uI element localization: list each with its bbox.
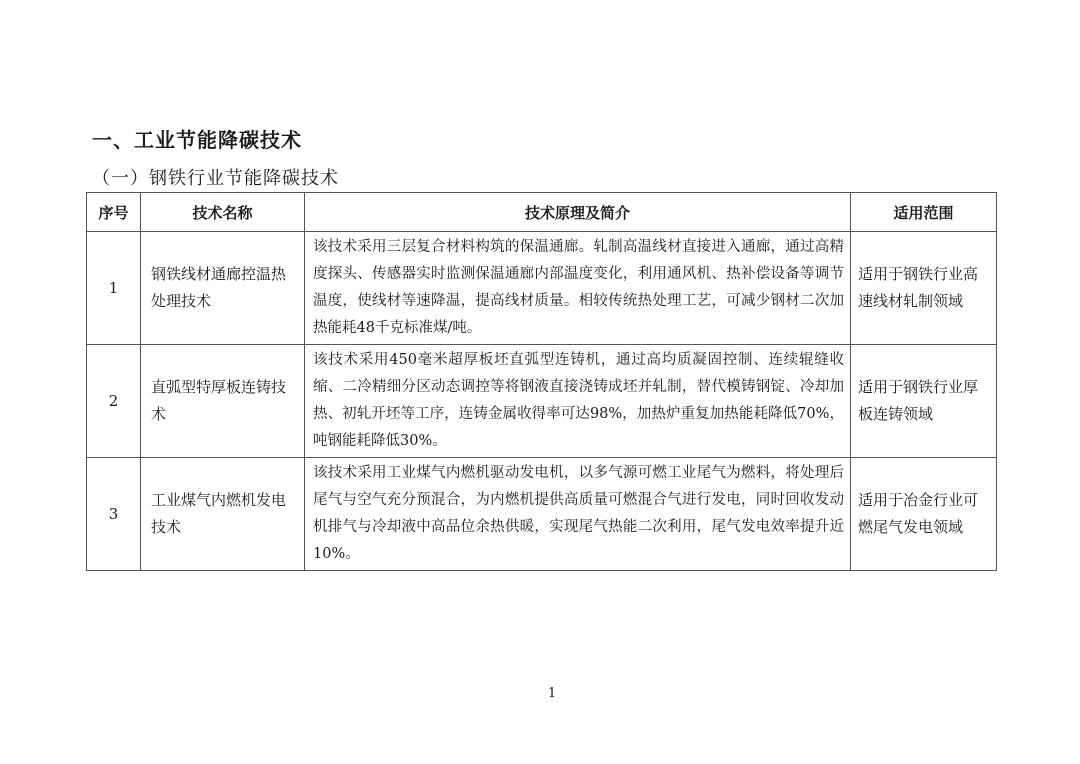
table-row [87, 458, 997, 571]
table-row [87, 345, 997, 458]
row-number: 2 [87, 345, 141, 458]
header-name: 技术名称 [141, 193, 305, 232]
application-scope: 适用于钢铁行业高速线材轧制领域 [851, 232, 997, 345]
table-header-row [87, 193, 997, 232]
technology-description: 该技术采用工业煤气内燃机驱动发电机，以多气源可燃工业尾气为燃料，将处理后尾气与空气充分预混合，为内燃机提供高质量可燃混合气进行发电，同时回收发动机排气与冷却液中高品位余热供暖，实现尾气热能二次利用，尾气发电效率提升近10%。 [305, 458, 851, 571]
technology-description: 该技术采用三层复合材料构筑的保温通廊。轧制高温线材直接进入通廊，通过高精度探头、传感器实时监测保温通廊内部温度变化，利用通风机、热补偿设备等调节温度，使线材等速降温，提高线材质量。相较传统热处理工艺，可减少钢材二次加热能耗48千克标准煤/吨。 [305, 232, 851, 345]
application-scope: 适用于钢铁行业厚板连铸领域 [851, 345, 997, 458]
application-scope: 适用于冶金行业可燃尾气发电领域 [851, 458, 997, 571]
technology-name: 直弧型特厚板连铸技术 [141, 345, 305, 458]
technology-description: 该技术采用450毫米超厚板坯直弧型连铸机，通过高均质凝固控制、连续辊缝收缩、二冷精细分区动态调控等将钢液直接浇铸成坯并轧制，替代模铸钢锭、冷却加热、初轧开坯等工序，连铸金属收得率可达98%，加热炉重复加热能耗降低70%，吨钢能耗降低30%。 [305, 345, 851, 458]
technology-table [86, 192, 997, 571]
row-number: 3 [87, 458, 141, 571]
header-scope: 适用范围 [851, 193, 997, 232]
table-row [87, 232, 997, 345]
header-desc: 技术原理及简介 [305, 193, 851, 232]
technology-name: 工业煤气内燃机发电技术 [141, 458, 305, 571]
header-no: 序号 [87, 193, 141, 232]
technology-name: 钢铁线材通廊控温热处理技术 [141, 232, 305, 345]
section-heading: 一、工业节能降碳技术 [92, 128, 302, 152]
page-number: 1 [547, 686, 557, 701]
subsection-heading: （一）钢铁行业节能降碳技术 [92, 168, 339, 189]
row-number: 1 [87, 232, 141, 345]
